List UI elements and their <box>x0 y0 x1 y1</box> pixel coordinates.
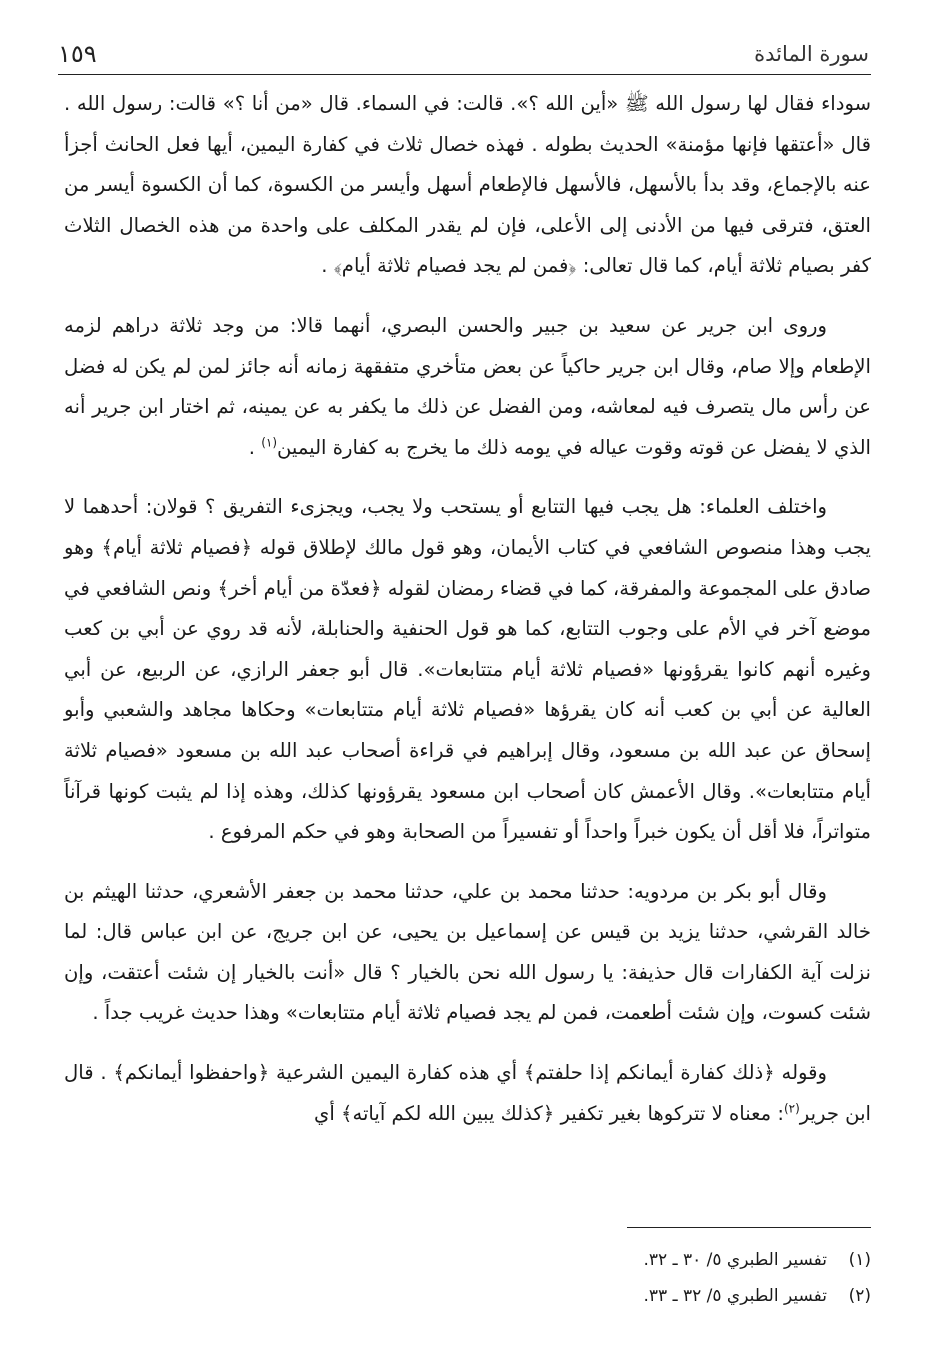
chapter-title: سورة المائدة <box>754 42 869 66</box>
footnote-divider <box>627 1227 871 1228</box>
paragraph-4 <box>64 872 871 1034</box>
paragraph-4-text: وقال أبو بكر بن مردويه: حدثنا محمد بن علي، حدثنا محمد بن جعفر الأشعري، حدثنا الهيثم بن خالد القرشي، حدثنا يزيد بن قيس عن إسماعيل بن يحيى، عن ابن جريج، عن ابن عباس قال: لما نزلت آية الكفارات قال حذيفة: يا رسول الله نحن بالخيار ؟ قال «أنت بالخيار إن شئت أعتقت، وإن شئت كسوت، وإن شئت أطعمت، فمن لم يجد فصيام ثلاثة أيام متتابعات» وهذا حديث غريب جداً . <box>64 879 871 1025</box>
paragraph-5-text: وقوله ﴿ذلك كفارة أيمانكم إذا حلفتم﴾ أي هذه كفارة اليمين الشرعية ﴿واحفظوا أيمانكم﴾ . قال ابن جرير <box>64 1061 871 1125</box>
paragraph-2: وروى ابن جرير عن سعيد بن جبير والحسن البصري، أنهما قالا: من وجد ثلاثة دراهم لزمه الإطعام وإلا صام، وقال ابن جرير حاكياً عن بعض متأخري متفقهة زمانه أنه جائز لمن لم يكن له فضل عن رأس مال يتصرف فيه لمعاشه، ومن الفضل عن ذلك ما يكفر به عن يمينه، ثم اختار ابن جرير أنه الذي لا يفضل عن قوته وقوت عياله في يومه ذلك ما يخرج به كفارة اليمين$^{(١)}$ . <box>64 313 871 459</box>
footnote-ref-1[interactable]: (١) <box>261 435 278 450</box>
footnote-1 <box>64 1242 871 1278</box>
footnote-2-text: تفسير الطبري ٥/ ٣٢ ـ ٣٣. <box>643 1286 827 1306</box>
paragraph-3 <box>64 487 871 852</box>
paragraph-1 <box>64 84 871 287</box>
main-text <box>64 84 871 1134</box>
paragraph-3-text: واختلف العلماء: هل يجب فيها التتابع أو يستحب ولا يجب، ويجزىء التفريق ؟ قولان: أحدهما لا يجب وهذا منصوص الشافعي في كتاب الأيمان، وهو قول مالك لإطلاق قوله ﴿فصيام ثلاثة أيام﴾ وهو صادق على المجموعة والمفرقة، كما في قضاء رمضان لقوله ﴿فعدّة من أيام أخر﴾ ونص الشافعي في موضع آخر في الأم على وجوب التتابع، كما هو قول الحنفية والحنابلة، لأنه قد روي عن أبي بن كعب وغيره أنهم كانوا يقرؤونها «فصيام ثلاثة أيام متتابعات». قال أبو جعفر الرازي، عن الربيع، عن أبي العالية عن أبي بن كعب أنه كان يقرؤها «فصيام ثلاثة أيام متتابعات» وحكاها مجاهد والشعبي وأبو إسحاق عن عبد الله بن مسعود، وقال إبراهيم في قراءة أصحاب عبد الله بن مسعود «فصيام ثلاثة أيام متتابعات». وقال الأعمش كان أصحاب ابن مسعود يقرؤونها كذلك، وهذه إذا لم يثبت كونها قرآناً متواتراً، فلا أقل أن يكون خبراً واحداً أو تفسيراً من الصحابة وهو في حكم المرفوع . <box>64 495 871 844</box>
footnote-2-number: (٢) <box>848 1286 871 1306</box>
paragraph-5-continuation: : معناه لا تتركوها بغير تكفير ﴿كذلك يبين الله لكم آياته﴾ أي <box>313 1101 784 1125</box>
footnote-1-text: تفسير الطبري ٥/ ٣٠ ـ ٣٢. <box>643 1250 827 1270</box>
footnote-2 <box>64 1278 871 1314</box>
page-number: ١٥٩ <box>58 40 97 68</box>
footnote-ref-2[interactable]: (٢) <box>783 1101 800 1116</box>
footnotes <box>64 1242 871 1314</box>
paragraph-2-text: وروى ابن جرير عن سعيد بن جبير والحسن البصري، أنهما قالا: من وجد ثلاثة دراهم لزمه الإطعام وإلا صام، وقال ابن جرير حاكياً عن بعض متأخري متفقهة زمانه أنه جائز لمن لم يكن له فضل عن رأس مال يتصرف فيه لمعاشه، ومن الفضل عن ذلك ما يكفر به عن يمينه، ثم اختار ابن جرير أنه الذي لا يفضل عن قوته وقوت عياله في يومه ذلك ما يخرج به كفارة اليمين <box>64 313 871 459</box>
page-header <box>58 40 871 75</box>
footnote-1-number: (١) <box>848 1250 871 1270</box>
paragraph-5 <box>64 1053 871 1134</box>
paragraph-1-text: سوداء فقال لها رسول الله ﷺ «أين الله ؟». قالت: في السماء. قال «من أنا ؟» قالت: رسول الله . قال «أعتقها فإنها مؤمنة» الحديث بطوله . فهذه خصال ثلاث في كفارة اليمين، أيها فعل الحانث أجزأ عنه بالإجماع، وقد بدأ بالأسهل، فالأسهل فالإطعام أسهل وأيسر من الكسوة، كما أن الكسوة أيسر من العتق، فترقى فيها من الأدنى إلى الأعلى، فإن لم يقدر المكلف على واحدة من هذه الخصال الثلاث كفر بصيام ثلاثة أيام، كما قال تعالى: ﴿فمن لم يجد فصيام ثلاثة أيام﴾ . <box>64 92 871 278</box>
